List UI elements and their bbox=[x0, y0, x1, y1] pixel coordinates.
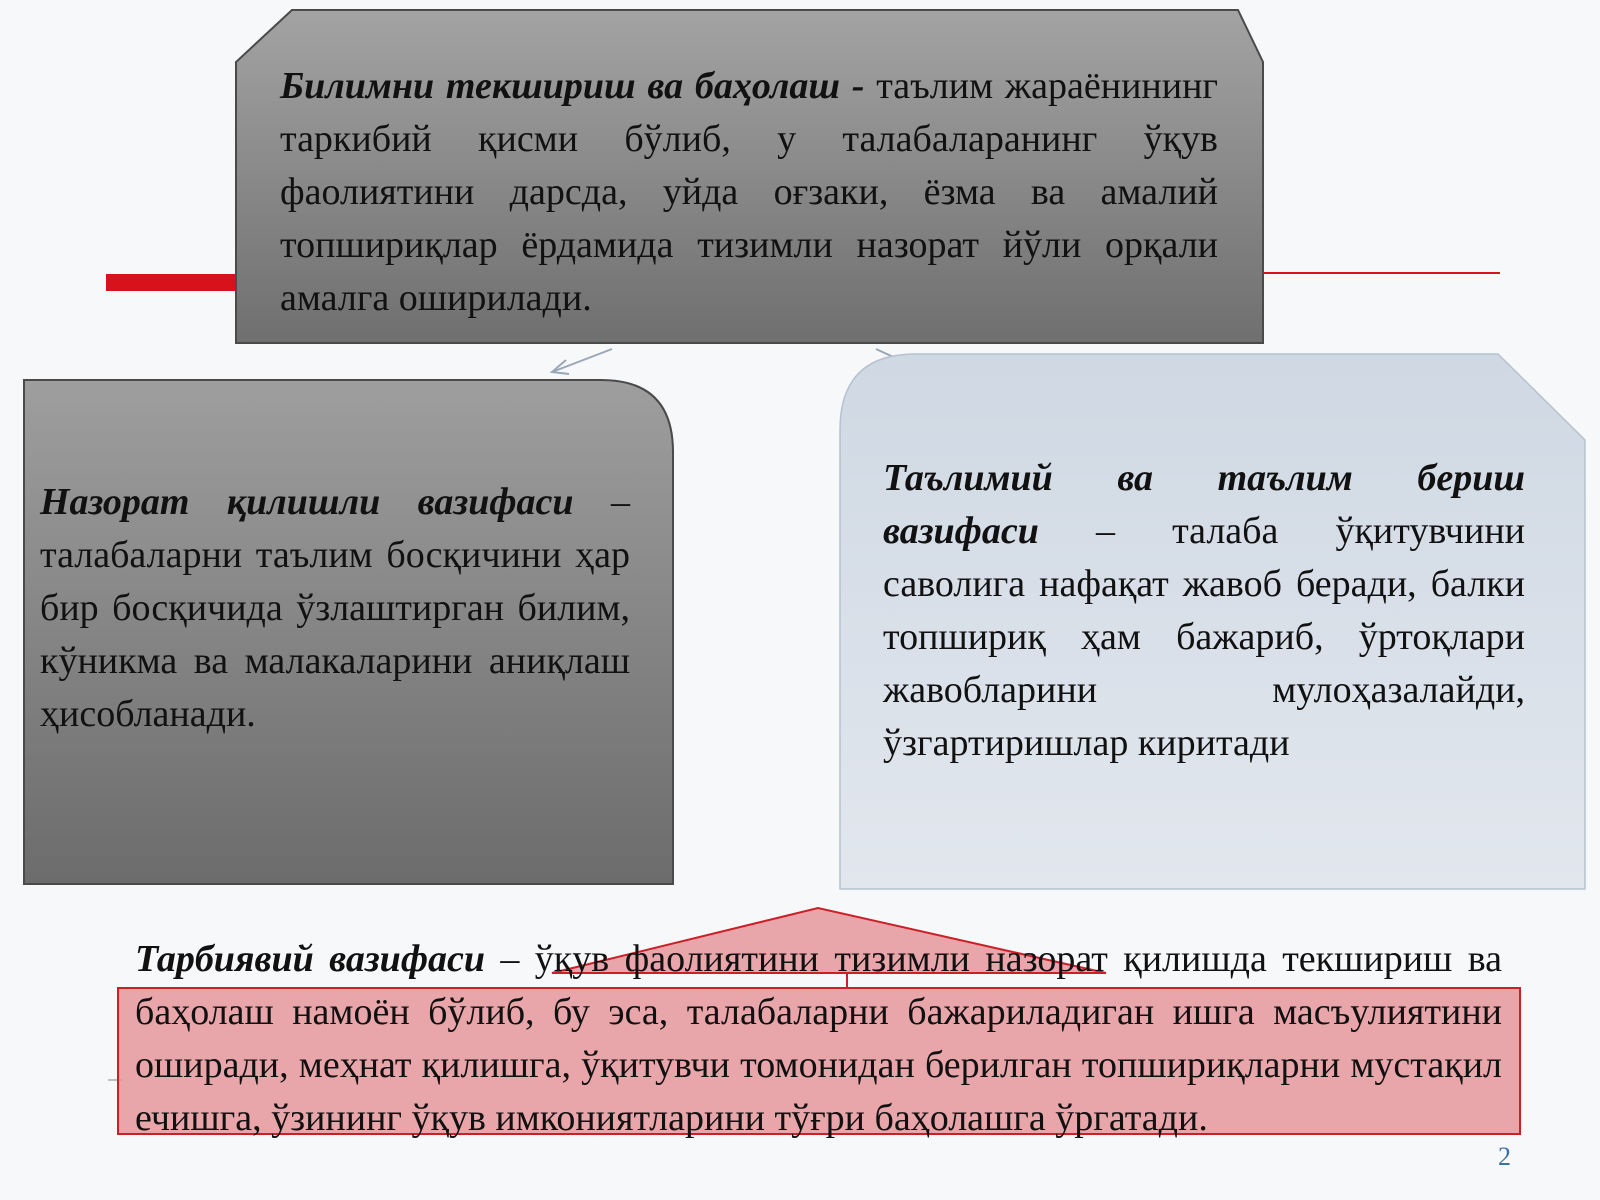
top-box-term: Билимни текшириш ва баҳолаш - bbox=[280, 65, 865, 107]
bottom-box-term: Тарбиявий вазифаси bbox=[135, 938, 486, 980]
left-box-term: Назорат қилишли вазифаси bbox=[40, 481, 574, 523]
right-box-term: Таълимий ва таълим бериш вазифаси bbox=[883, 457, 1525, 552]
connector-arrow-left bbox=[552, 349, 612, 374]
bottom-box-text bbox=[135, 933, 1502, 1145]
left-box-text bbox=[40, 476, 630, 741]
bottom-box-description: – ўқув фаолиятини тизимли назорат қилишда текшириш ва баҳолаш намоён бўлиб, бу эса, талабаларни бажариладиган ишга масъулиятини оширади, меҳнат қилишга, ўқитувчи томонидан берилган топшириқларни мустақил ечишга, ўзининг ўқув имкониятларини тўғри баҳолашга ўргатади. bbox=[135, 938, 1503, 1139]
top-box-description: таълим жараёнининг таркибий қисми бўлиб, у талабаларанинг ўқув фаолиятини дарсда, уйда оғзаки, ёзма ва амалий топшириқлар ёрдамида тизимли назорат йўли орқали амалга оширилади. bbox=[280, 65, 1218, 319]
right-box-text bbox=[883, 452, 1525, 770]
left-box-description: – талабаларни таълим босқичини ҳар бир босқичида ўзлаштирган билим, кўникма ва малакаларини аниқлаш ҳисобланади. bbox=[40, 481, 630, 735]
page-number: 2 bbox=[1498, 1142, 1511, 1171]
accent-red-bar bbox=[106, 274, 246, 291]
right-box-description: – талаба ўқитувчини саволига нафақат жавоб беради, балки топшириқ ҳам бажариб, ўртоқлари жавобларини мулоҳазалайди, ўзгартиришлар киритади bbox=[883, 510, 1525, 764]
top-box-text bbox=[280, 60, 1218, 325]
